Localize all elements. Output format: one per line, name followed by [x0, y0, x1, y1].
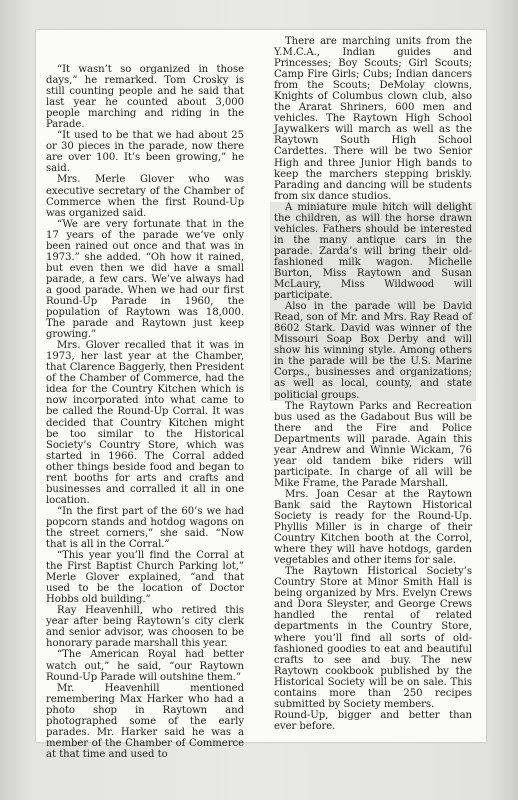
article-paragraph: Also in the parade will be David Read, son of Mr. and Mrs. Ray Read of 8602 Stark. David was winner of the Missouri Soap Box Derby and will show his winning style. Among others in the parade will be the U.S. Marine Corps., businesses and organizations; as well as local, county, and state politicial groups.	[274, 301, 472, 401]
article-paragraph: Mrs. Glover recalled that it was in 1973, her last year at the Chamber, that Clarence Baggerly, then President of the Chamber of Commerce, had the idea for the Country Kitchen which is now incorporated into what came to be called the Round-Up Corral. It was decided that Country Kitchen might be too similar to the Historical Society’s Country Store, which was started in 1966. The Corral added other things beside food and began to rent booths for arts and crafts and businesses and corralled it all in one location.	[46, 340, 244, 506]
article-paragraph: Mrs. Joan Cesar at the Raytown Bank said the Raytown Historical Society is ready for the Round-Up. Phyllis Miller is in charge of their Country Kitchen booth at the Corrol, where they will have hotdogs, garden vegetables and other items for sale.	[274, 488, 472, 567]
newspaper-clipping	[36, 30, 486, 760]
article-paragraph: Mrs. Merle Glover who was executive secretary of the Chamber of Commerce when the first Round-Up was organized said.	[46, 174, 244, 219]
article-right-column	[274, 36, 472, 732]
article-paragraph: Mr. Heavenhill mentioned remembering Max Harker who had a photo shop in Raytown and photographed some of the early parades. Mr. Harker said he was a member of the Chamber of Commerce at that time and used to	[46, 682, 244, 760]
article-paragraph: A miniature mule hitch will delight the children, as will the horse drawn vehicles. Fathers should be interested in the many antique cars in the parade. Zarda’s will bring their old-fashioned milk wagon. Michelle Burton, Miss Raytown and Susan McLaury, Miss Wildwood will participate.	[274, 201, 472, 302]
article-paragraph: “It wasn’t so organized in those days,” he remarked. Tom Crosky is still counting people and he said that last year he counted about 3,000 people marching and riding in the Parade.	[46, 64, 244, 131]
article-paragraph: There are marching units from the Y.M.C.A., Indian guides and Princesses; Boy Scouts; Girl Scouts; Camp Fire Girls; Cubs; Indian dancers from the Scouts; DeMolay clowns, Knights of Columbus clown club, also the Ararat Shriners, 600 men and vehicles. The Raytown High School Jaywalkers will march as well as the Raytown South High School Cardettes. There will be two Senior High and three Junior High bands to keep the marchers stepping briskly. Parading and dancing will be students from six dance studios.	[274, 36, 472, 202]
article-paragraph: “We are very fortunate that in the 17 years of the parade we’ve only been rained out once and that was in 1973.” she added. “Oh how it rained, but even then we did have a small parade, a few cars. We’ve always had a good parade. When we had our first Round-Up Parade in 1960, the population of Raytown was 18,000. The parade and Raytown just keep growing.”	[46, 218, 244, 341]
article-paragraph: “It used to be that we had about 25 or 30 pieces in the parade, now there are over 100. It’s been growing,” he said.	[46, 130, 244, 175]
article-paragraph: “The American Royal had better watch out,” he said, “our Raytown Round-Up Parade will outshine them.”	[46, 649, 244, 683]
article-paragraph: Ray Heavenhill, who retired this year after being Raytown’s city clerk and senior advisor, was choosen to be honorary parade marshall this year.	[46, 605, 244, 650]
article-paragraph: The Raytown Historical Society’s Country Store at Minor Smith Hall is being organized by Mrs. Evelyn Crews and Dora Sleyster, and George Crews handled the rental of related departments in the Country Store, where you’ll find all sorts of old-fashioned goodies to eat and beautiful crafts to see and buy. The new Raytown cookbook published by the Historical Society will be on sale. This contains more than 250 recipes submitted by Society members.	[274, 566, 472, 710]
article-paragraph: “This year you’ll find the Corral at the First Baptist Church Parking lot,” Merle Glover explained, “and that used to be the location of Doctor Hobbs old building.”	[46, 550, 244, 606]
article-closing-line: Round-Up, bigger and better than ever before.	[274, 709, 472, 732]
article-paragraph: “In the first part of the 60’s we had popcorn stands and hotdog wagons on the street corners,” she said. “Now that is all in the Corral.”	[46, 505, 244, 551]
shaded-band	[270, 202, 476, 401]
article-left-column	[46, 64, 244, 760]
article-paragraph: The Raytown Parks and Recreation bus used as the Gadabout Bus will be there and the Fire and Police Departments will parade. Again this year Andrew and Winnie Wickam, 76 year old tandem bike riders will participate. In charge of all will be Mike Frame, the Parade Marshall.	[274, 400, 472, 489]
